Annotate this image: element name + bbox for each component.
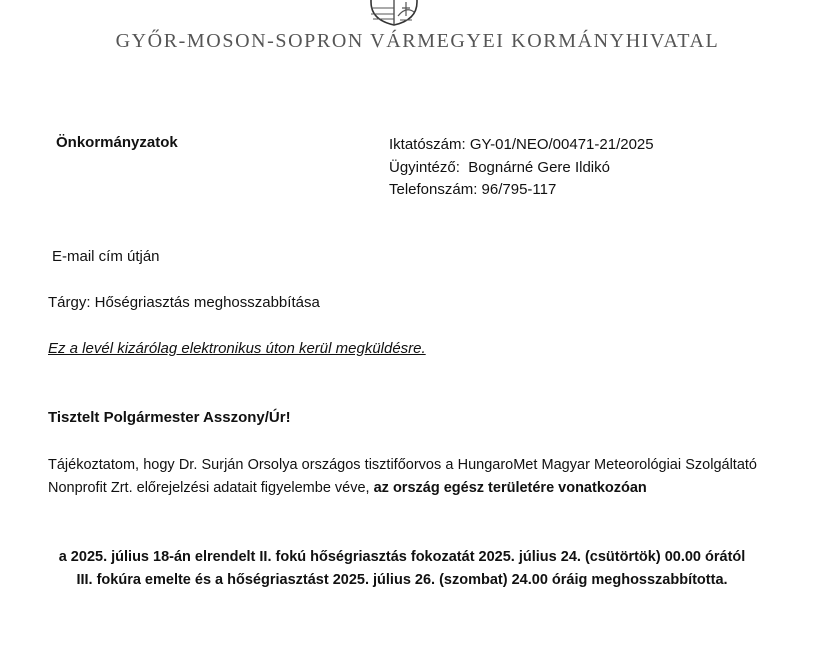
decision-statement: a 2025. július 18-án elrendelt II. fokú hőségriasztás fokozatát 2025. július 24. (csütörtök) 00.00 órától III. fokúra emelte és a hőségriasztást 2025. július 26. (szombat) 24.00 óráig meghosszabbította. bbox=[58, 549, 746, 588]
subject-line: Tárgy: Hőségriasztás meghosszabbítása bbox=[48, 294, 320, 311]
agency-name: GYŐR-MOSON-SOPRON VÁRMEGYEI KORMÁNYHIVATAL bbox=[115, 30, 720, 52]
delivery-notice: Ez a levél kizárólag elektronikus úton kerül megküldésre. bbox=[48, 340, 426, 357]
body-intro: Tájékoztatom, hogy Dr. Surján Orsolya országos tisztifőorvos a HungaroMet Magyar Meteorológiai Szolgáltató Nonprofit Zrt. előrejelzési adatait figyelembe véve, bbox=[48, 457, 757, 496]
delivery-method: E-mail cím útján bbox=[52, 248, 160, 265]
reference-number: Iktatószám: GY-01/NEO/00471-21/2025 bbox=[389, 136, 654, 153]
document-metadata bbox=[389, 134, 654, 202]
phone-number: Telefonszám: 96/795-117 bbox=[389, 181, 557, 198]
body-intro-emphasis: az ország egész területére vonatkozóan bbox=[373, 479, 647, 496]
salutation: Tisztelt Polgármester Asszony/Úr! bbox=[48, 409, 291, 426]
coat-of-arms-icon bbox=[368, 0, 420, 26]
recipient: Önkormányzatok bbox=[56, 134, 178, 151]
case-officer: Ügyintéző: Bognárné Gere Ildikó bbox=[389, 158, 610, 176]
body-paragraph bbox=[48, 454, 757, 499]
